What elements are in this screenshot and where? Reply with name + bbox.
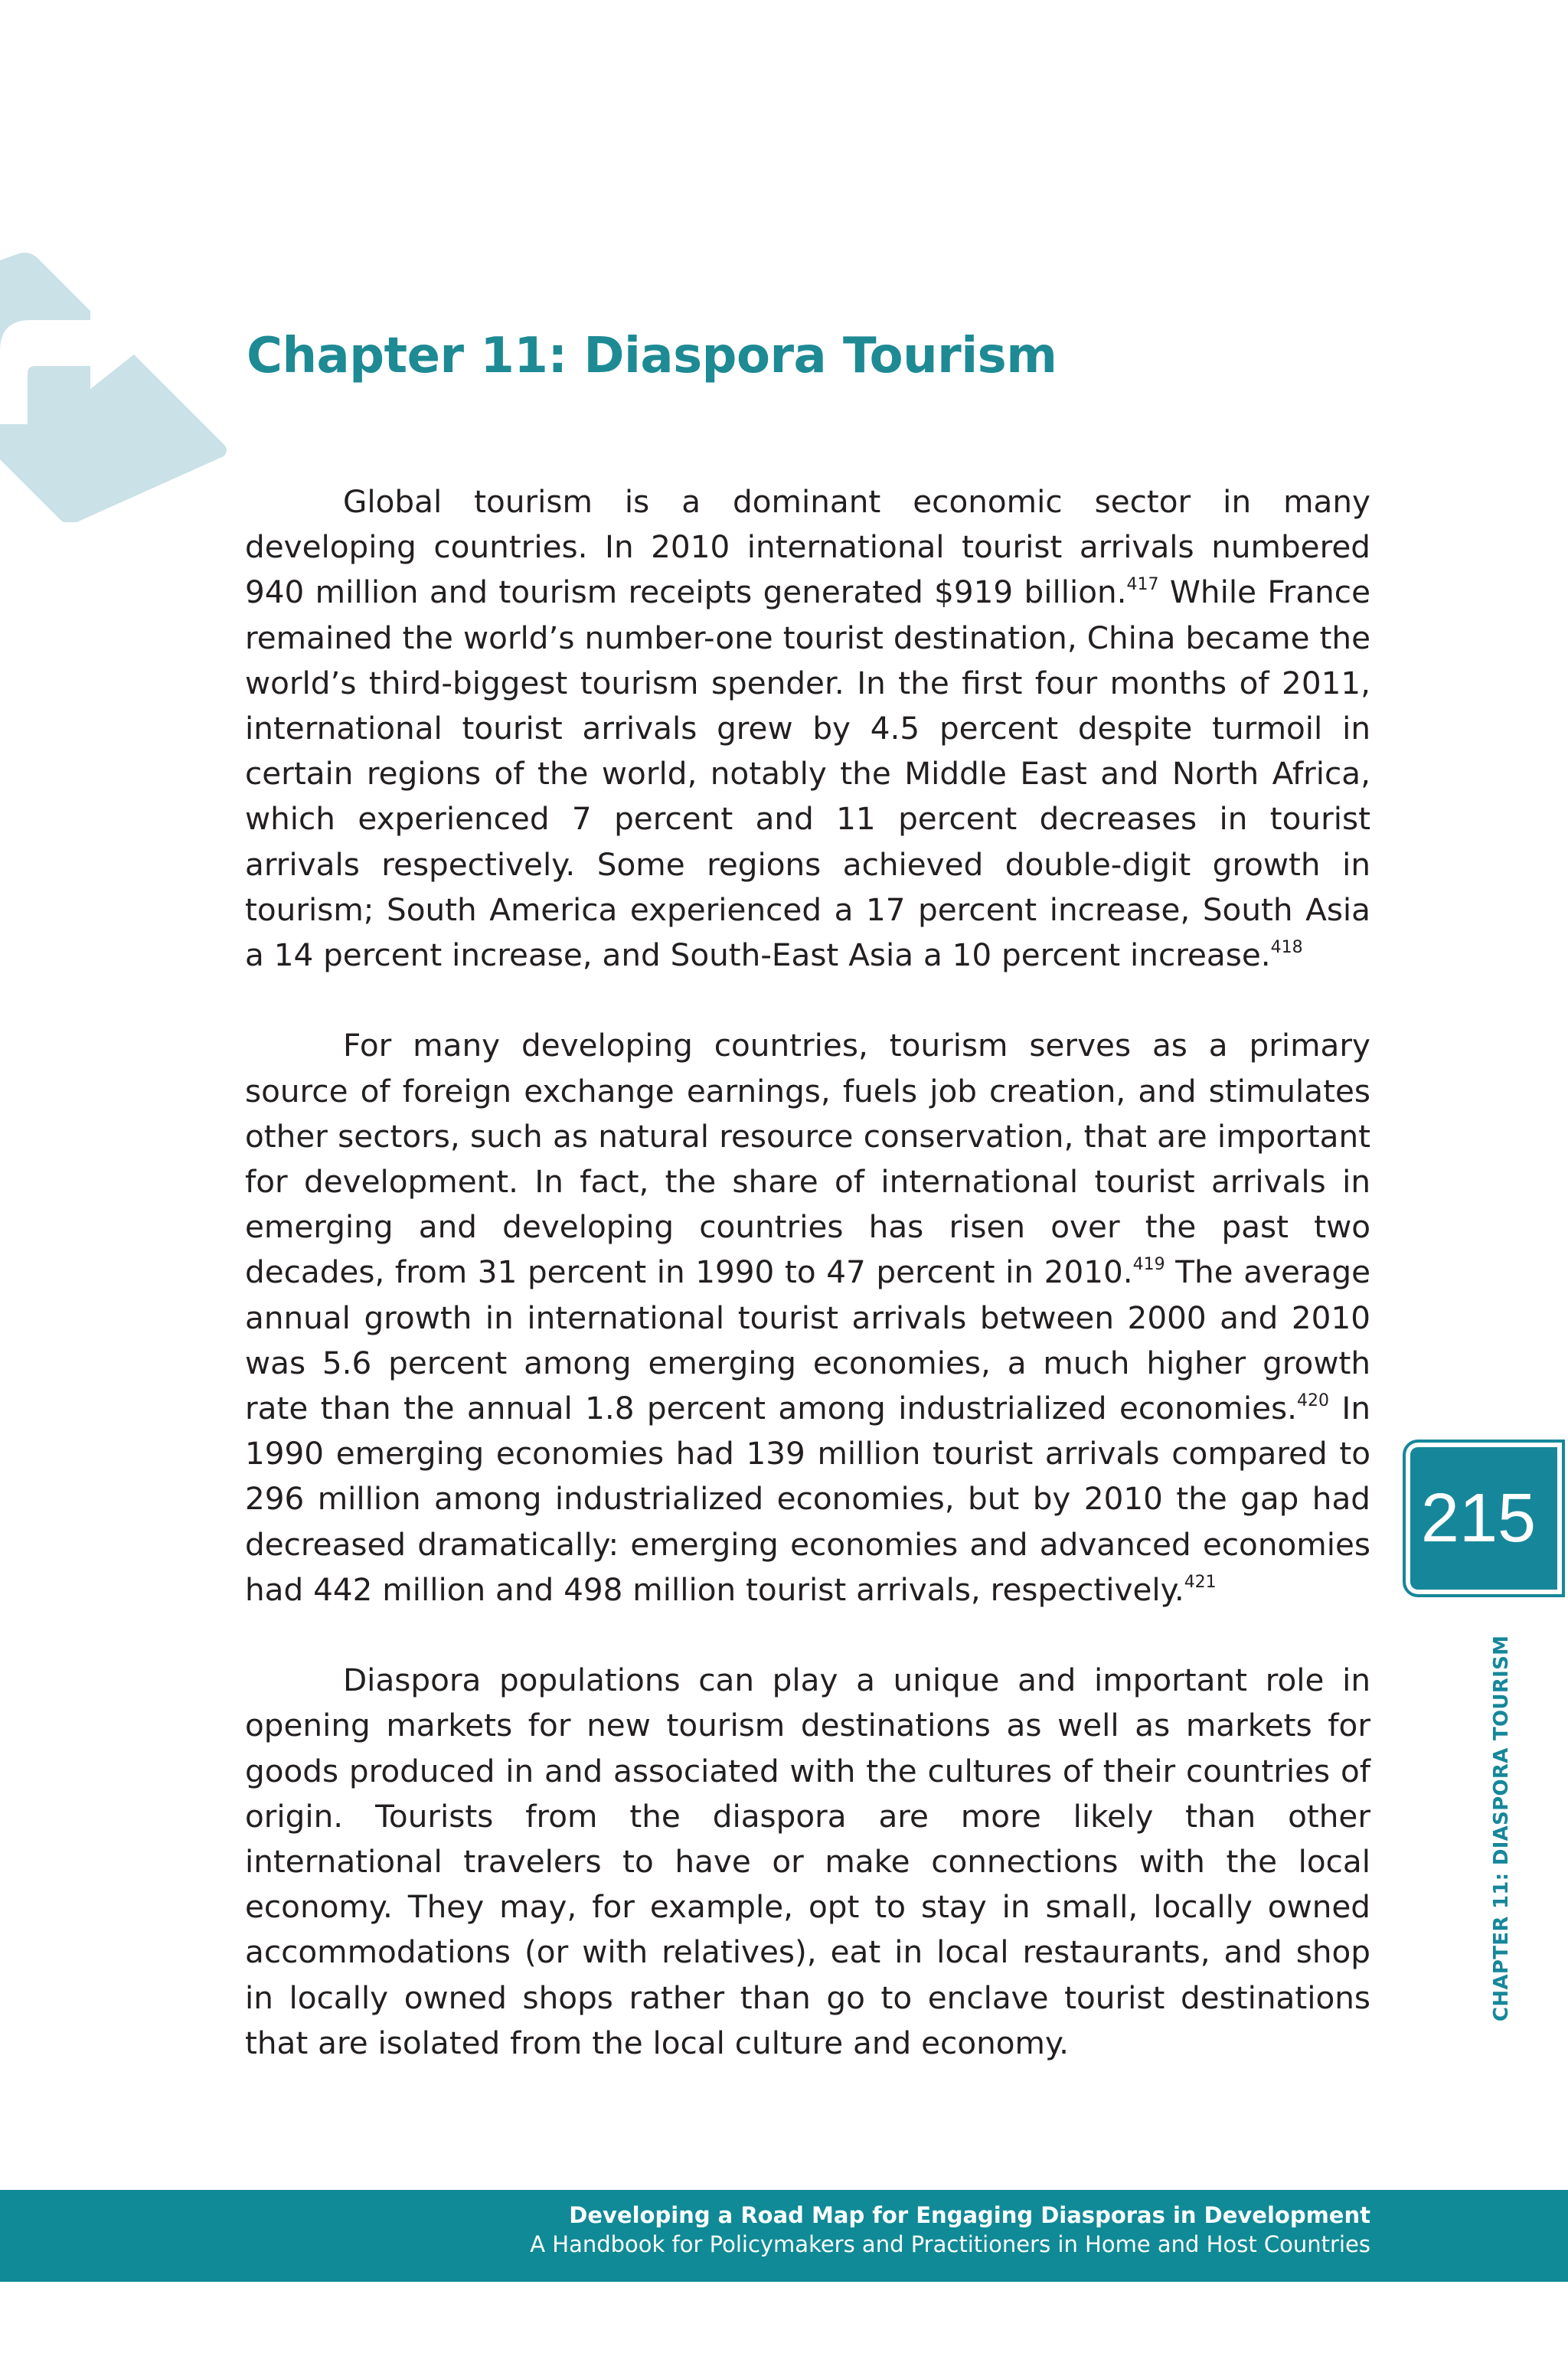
paragraph-text: Global tourism is a dominant economic sector in many developing countries. In 2010 international tourist arrivals numbered 940 million and tourism receipts generated $919 billion.	[245, 483, 1370, 611]
paragraph-text: Diaspora populations can play a unique and important role in opening markets for new tourism destinations as well as markets for goods produced in and associated with the cultures of their countries of origin. Tourists from the diaspora are more likely than other international travelers to have or make connections with the local economy. They may, for example, opt to stay in small, locally owned accommodations (or with relatives), eat in local restaurants, and shop in locally owned shops rather than go to enclave tourist destinations that are isolated from the local culture and economy.	[245, 1662, 1370, 2061]
page-number-tab	[1403, 1440, 1565, 1597]
paragraph-text: For many developing countries, tourism serves as a primary source of foreign exchange earnings, fuels job creation, and stimulates other sectors, such as natural resource conservation, that are important for development. In fact, the share of international tourist arrivals in emerging and developing countries has risen over the past two decades, from 31 percent in 1990 to 47 percent in 2010.	[245, 1027, 1370, 1291]
footnote-ref: 417	[1126, 575, 1159, 595]
body-text	[245, 479, 1370, 2066]
paragraph-3	[245, 1658, 1370, 2066]
chapter-title: Chapter 11: Diaspora Tourism	[247, 328, 1057, 384]
paragraph-1	[245, 479, 1370, 978]
paragraph-2	[245, 1023, 1370, 1613]
footnote-ref: 418	[1270, 938, 1303, 958]
turn-right-arrow-sign-icon	[0, 201, 230, 522]
footnote-ref: 420	[1297, 1391, 1329, 1411]
paragraph-text: In 1990 emerging economies had 139 million tourist arrivals compared to 296 million among industrialized economies, but by 2010 the gap had decreased dramatically: emerging economies and advanced economies had 442 million and 498 million tourist arrivals, respectively.	[245, 1390, 1370, 1608]
footer-book-subtitle: A Handbook for Policymakers and Practitioners in Home and Host Countries	[530, 2231, 1370, 2257]
footnote-ref: 421	[1184, 1572, 1217, 1592]
paragraph-text: The average annual growth in international tourist arrivals between 2000 and 2010 was 5.6 percent among emerging economies, a much higher growth rate than the annual 1.8 percent among industrialized economies.	[245, 1253, 1370, 1427]
footer-book-title: Developing a Road Map for Engaging Diasporas in Development	[569, 2202, 1370, 2228]
running-head: CHAPTER 11: DIASPORA TOURISM	[1490, 1635, 1513, 2021]
page-number: 215	[1420, 1480, 1537, 1557]
paragraph-text: While France remained the world’s number-one tourist destination, China became the world’s third-biggest tourism spender. In the first four months of 2011, international tourist arrivals grew by 4.5 percent despite turmoil in certain regions of the world, notably the Middle East and North Africa, which experienced 7 percent and 11 percent decreases in tourist arrivals respectively. Some regions achieved double-digit growth in tourism; South America experienced a 17 percent increase, South Asia a 14 percent increase, and South-East Asia a 10 percent increase.	[245, 574, 1370, 974]
footnote-ref: 419	[1132, 1255, 1165, 1275]
